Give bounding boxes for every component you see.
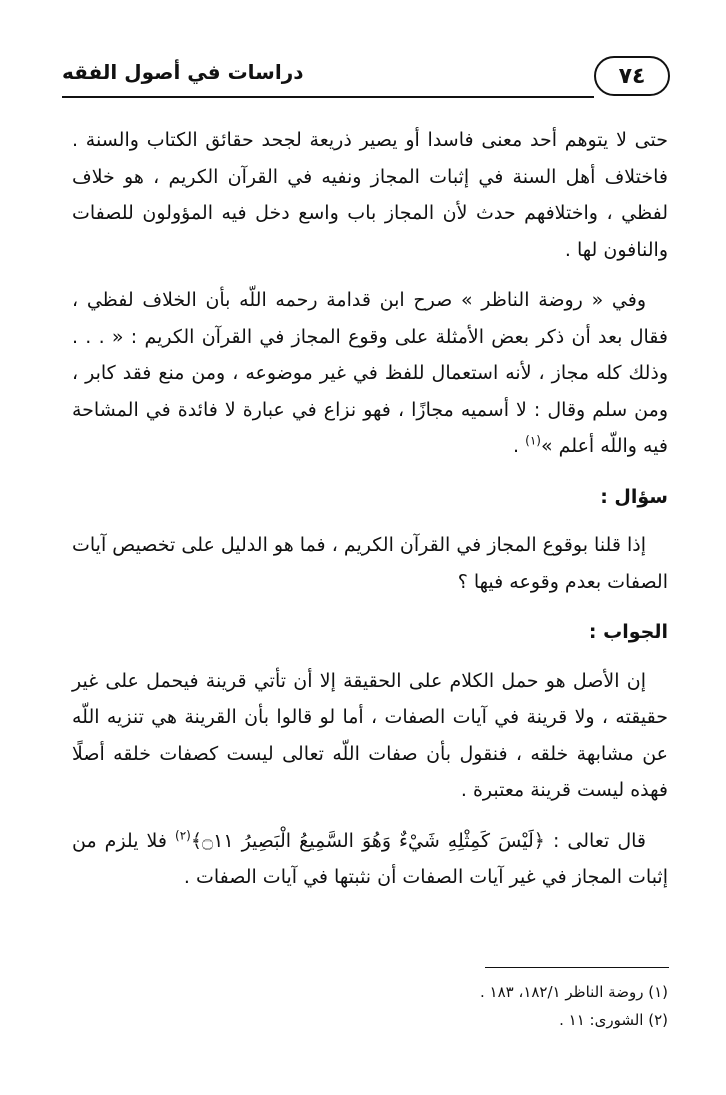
paragraph-4: إن الأصل هو حمل الكلام على الحقيقة إلا أن تأتي قرينة فيحمل على غير حقيقته ، ولا قرينة في آيات الصفات ، أما لو قالوا بأن القرينة هي تنزيه اللّه عن مشابهة خلقه ، فنقول بأن صفات اللّه تعالى ليست كصفات خلقه أصلًا فهذه ليست قرينة معتبرة . — [72, 669, 668, 801]
header-rule — [62, 96, 594, 98]
footnotes — [72, 978, 668, 1034]
paragraph-3: إذا قلنا بوقوع المجاز في القرآن الكريم ، فما هو الدليل على تخصيص آيات الصفات بعدم وقوعه فيها ؟ — [72, 534, 668, 593]
footnote-1: (١) روضة الناظر ١٨٢/١، ١٨٣ . — [479, 983, 668, 1001]
paragraph-1: حتى لا يتوهم أحد معنى فاسدا أو يصير ذريعة لجحد حقائق الكتاب والسنة . فاختلاف أهل السنة في إثبات المجاز ونفيه في القرآن الكريم ، هو خلاف لفظي ، واختلافهم حدث لأن المجاز باب واسع دخل فيه المؤولون للصفات والنافون لها . — [72, 129, 668, 261]
paragraph-2-text: وفي « روضة الناظر » صرح ابن قدامة رحمه اللّه بأن الخلاف لفظي ، فقال بعد أن ذكر بعض الأمثلة على وقوع المجاز في القرآن الكريم : « . . . وذلك كله مجاز ، لأنه استعمال للفظ في غير موضوعه ، ومن منع فقد كابر ، ومن سلم وقال : لا أسميه مجازًا ، فهو نزاع في عبارة لا فائدة في المشاحة فيه واللّه أعلم » — [72, 289, 668, 457]
paragraph-2-end: . — [513, 435, 526, 457]
paragraph-5-text: فلا يلزم من إثبات المجاز في غير آيات الصفات أن نثبتها في آيات الصفات . — [72, 829, 668, 888]
body-text — [72, 122, 668, 910]
paragraph-2 — [72, 282, 668, 465]
footnote-ref-1: (١) — [525, 433, 541, 448]
footnote-rule — [485, 967, 669, 968]
running-title: دراسات في أصول الفقه — [62, 60, 304, 84]
footnote-2: (٢) الشورى: ١١ . — [559, 1011, 668, 1029]
quran-verse: قال تعالى : ﴿لَيْسَ كَمِثْلِهِ شَيْءٌ وَهُوَ السَّمِيعُ الْبَصِيرُ ۝١١﴾ — [190, 829, 646, 852]
paragraph-5 — [72, 823, 668, 896]
page-header — [62, 56, 670, 102]
page-number-badge: ٧٤ — [594, 56, 670, 96]
heading-question: سؤال : — [600, 485, 668, 508]
footnote-ref-2: (٢) — [175, 828, 191, 843]
heading-answer: الجواب : — [588, 621, 668, 643]
